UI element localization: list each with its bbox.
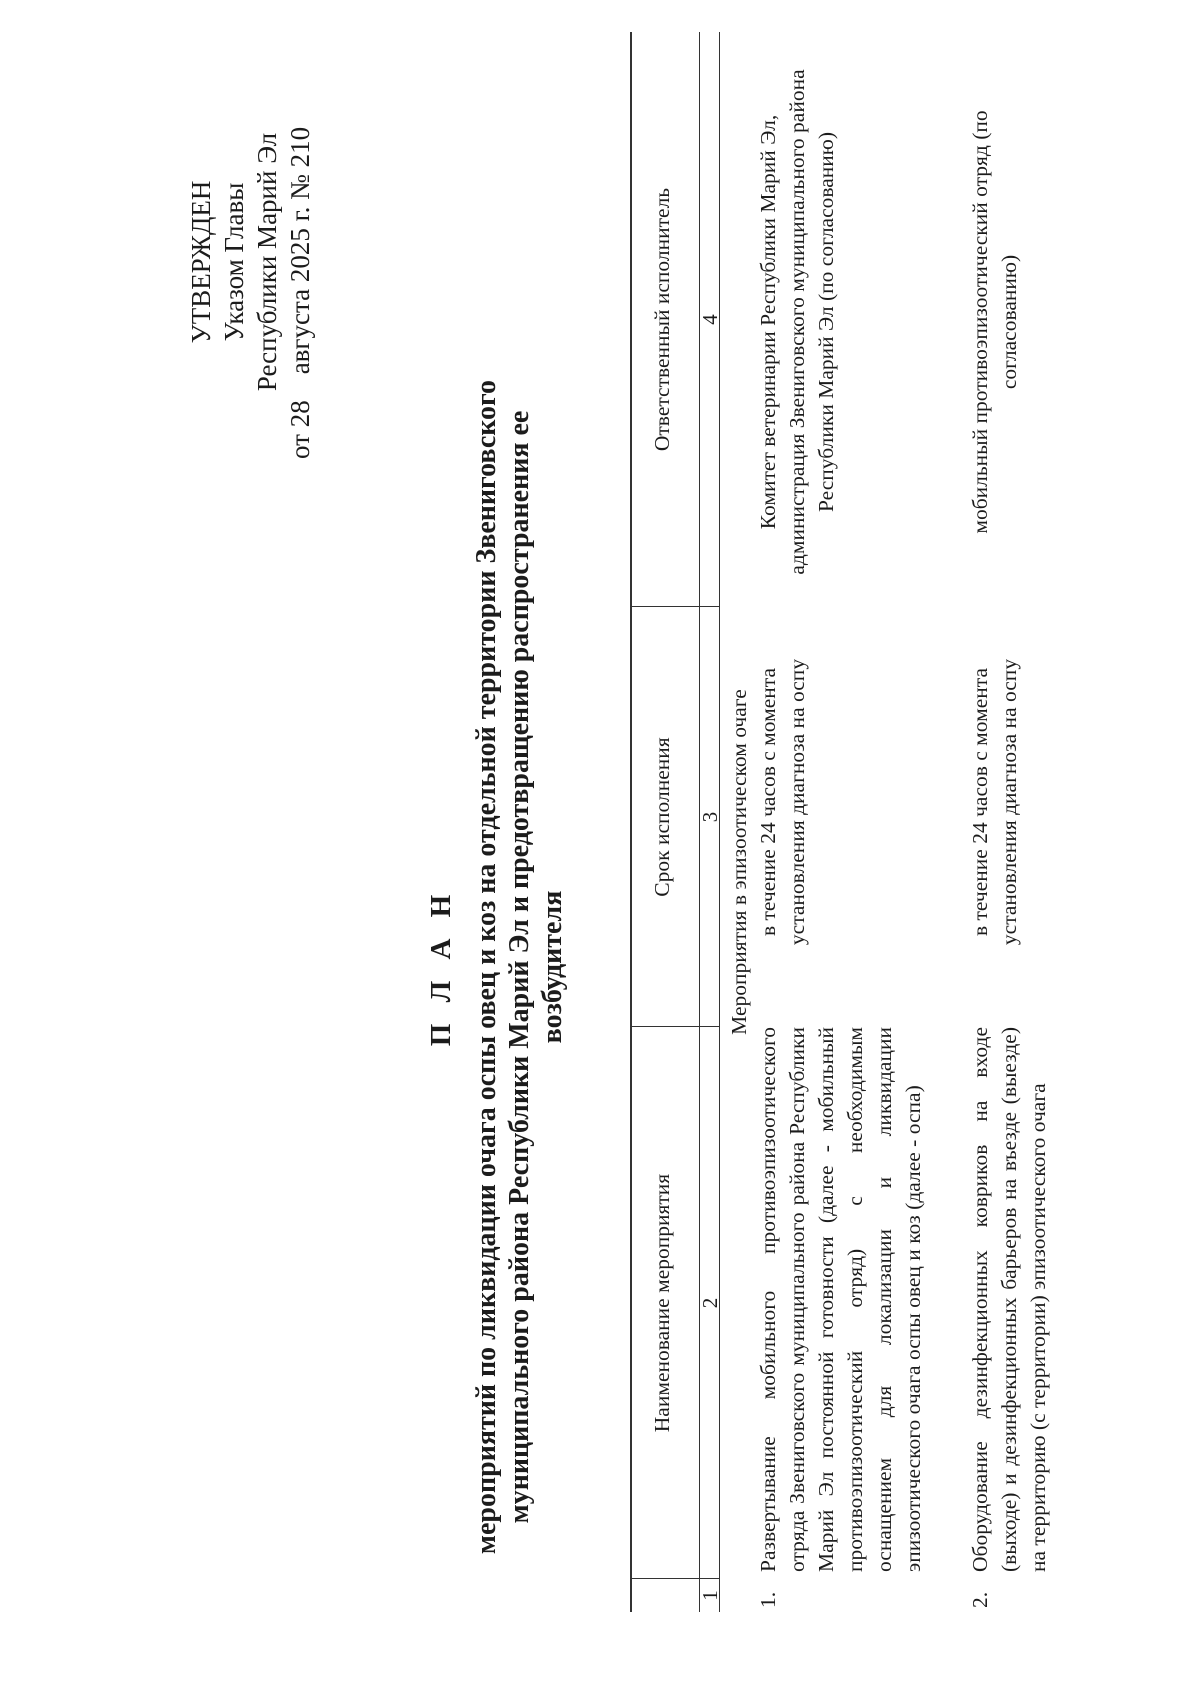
approval-date-prefix: от [285, 434, 315, 459]
plan-subtitle-line1: мероприятий по ликвидации очага оспы овец и коз на отдельной территории Звениговского [471, 379, 502, 1555]
header-executor: Ответственный исполнитель [650, 187, 674, 452]
plan-title: П Л А Н [425, 887, 457, 1047]
row-1-number: 1. [756, 1591, 780, 1608]
approval-date-rest: августа 2025 г. № 210 [285, 126, 315, 375]
approval-status: УТВЕРЖДЕН [186, 180, 216, 344]
header-name: Наименование мероприятия [650, 1173, 674, 1433]
header-number-2: 2 [698, 1297, 722, 1309]
row-1-term: в течение 24 часов с момента установления диагноза на оспу [756, 658, 809, 946]
row-2-executor: мобильный противоэпизоотический отряд (по согласованию) [968, 110, 1021, 534]
approval-block [185, 47, 317, 477]
plan-subtitle [470, 377, 569, 1557]
table-top-border-double [631, 32, 632, 1612]
row-2-term: в течение 24 часов с момента установления диагноза на оспу [968, 658, 1021, 946]
section-title: Мероприятия в эпизоотическом очаге [727, 689, 751, 1035]
row-2-number: 2. [968, 1591, 992, 1608]
row-1-name: Развертывание мобильного противоэпизоотического отряда Звениговского муниципального района Республики Марий Эл постоянной готовности (далее - мобильный противоэпизоотический отряд) с необходимым оснащением для локализации и ликвидации эпизоотического очага оспы овец и коз (далее - оспа) [756, 1027, 925, 1572]
approval-date [284, 47, 317, 477]
header-number-1: 1 [698, 1590, 722, 1601]
approval-decree: Указом Главы [219, 182, 249, 342]
plan-subtitle-line2: муниципального района Республики Марий Эл и предотвращению распространения ее возбудителя [504, 410, 568, 1524]
measures-table [630, 32, 1200, 1612]
approval-date-day: 28 [285, 400, 315, 428]
header-number-3: 3 [698, 811, 722, 823]
approval-republic: Республики Марий Эл [252, 132, 282, 392]
header-number-4: 4 [698, 314, 722, 325]
row-2-name: Оборудование дезинфекционных ковриков на входе (выходе) и дезинфекционных барьеров на въезде (выезде) на территорию (с территории) эпизоотического очага [968, 1027, 1050, 1572]
header-term: Срок исполнения [650, 737, 674, 897]
row-1-executor: Комитет ветеринарии Республики Марий Эл, администрация Звениговского муниципального района Республики Марий Эл (по согласованию) [756, 69, 838, 575]
